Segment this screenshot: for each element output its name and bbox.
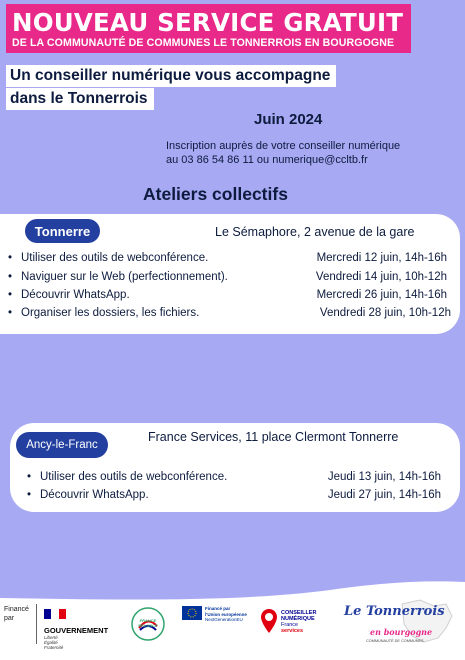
session-topic: • Utiliser des outils de webconférence. [27, 471, 228, 483]
session-date: Mercredi 12 juin, 14h-16h [316, 252, 447, 264]
session-topic: • Organiser les dossiers, les fichiers. [8, 307, 200, 319]
tonnerrois-wordmark: Le Tonnerrois [344, 604, 445, 619]
inscription-info [166, 140, 400, 167]
bullet-icon: • [8, 271, 13, 283]
header-banner [6, 4, 411, 53]
section-title: Ateliers collectifs [143, 184, 288, 204]
location-pin-icon [261, 609, 277, 633]
tonnerrois-logo: Le Tonnerrois en bourgogne COMMUNAUTÉ DE COMMUNES [342, 598, 454, 652]
flag-icon [44, 609, 66, 619]
bullet-icon: • [27, 471, 32, 483]
bullet-icon: • [27, 489, 32, 501]
month-label: Juin 2024 [254, 111, 323, 128]
session-topic: • Découvrir WhatsApp. [8, 289, 130, 301]
page-subtitle: DE LA COMMUNAUTÉ DE COMMUNES LE TONNERROIS EN BOURGOGNE [12, 37, 395, 49]
inscription-line1: Inscription auprès de votre conseiller numérique [166, 140, 401, 152]
town-badge-ancy: Ancy-le-Franc [16, 432, 108, 458]
bullet-icon: • [8, 252, 13, 264]
session-date: Jeudi 27 juin, 14h-16h [327, 489, 441, 501]
page-title: NOUVEAU SERVICE GRATUIT [12, 8, 404, 37]
location-address: Le Sémaphore, 2 avenue de la gare [215, 225, 415, 239]
session-topic: • Naviguer sur le Web (perfectionnement). [8, 271, 228, 283]
town-badge-tonnerre: Tonnerre [25, 219, 100, 243]
session-date: Jeudi 13 juin, 14h-16h [327, 471, 441, 483]
session-date: Mercredi 26 juin, 14h-16h [316, 289, 447, 301]
financed-by-label: Financé par [4, 606, 29, 622]
session-topic: • Découvrir WhatsApp. [27, 489, 149, 501]
eu-logo: Financé par l'Union européenne NextGenerationEU [182, 606, 202, 625]
session-topic: • Utiliser des outils de webconférence. [8, 252, 209, 264]
france-relance-logo: FRANCE RELANCE [130, 606, 166, 647]
bullet-icon: • [8, 307, 13, 319]
tagline-line1: Un conseiller numérique vous accompagne [6, 65, 336, 87]
inscription-line2: au 03 86 54 86 11 ou numerique@ccltb.fr [166, 153, 368, 166]
tagline [6, 65, 336, 111]
tagline-line2: dans le Tonnerrois [6, 88, 154, 110]
session-date: Vendredi 14 juin, 10h-12h [315, 271, 447, 283]
location-address: France Services, 11 place Clermont Tonnerre [148, 430, 399, 444]
eu-flag-icon [182, 606, 202, 620]
session-date: Vendredi 28 juin, 10h-12h [319, 307, 451, 319]
gouvernement-logo: GOUVERNEMENT Liberté Égalité Fraternité [44, 606, 108, 650]
divider [36, 604, 37, 644]
conseiller-numerique-logo: CONSEILLER NUMÉRIQUE France services [261, 609, 277, 638]
bullet-icon: • [8, 289, 13, 301]
